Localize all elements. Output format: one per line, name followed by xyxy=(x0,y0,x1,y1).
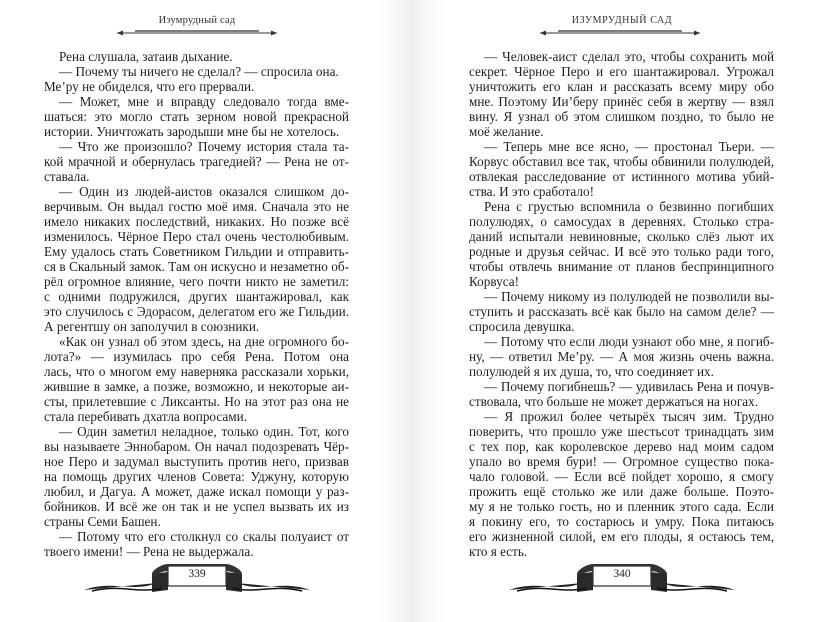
page-number-ribbon xyxy=(507,560,737,600)
text-line: поверить, что прошло уже шестьсот тринадцать зим xyxy=(469,424,774,439)
text-line: Рена слушала, затаив дыхание. xyxy=(59,49,233,64)
text-line: ставала. xyxy=(44,169,90,184)
text-line: Корвус обставил все так, чтобы обвинили полулюдей, xyxy=(469,154,774,169)
text-line: ступить и рассказать всё как было на самом деле? — xyxy=(469,304,774,319)
text-line: секрет. Чёрное Перо и его шантажировал. Угрожал xyxy=(469,64,774,79)
text-line: прожить ещё столько же или даже больше. Поэто- xyxy=(469,484,774,499)
text-line: — Почему погибнешь? — удивилась Рена и почув- xyxy=(484,379,774,394)
text-line: сты, прилетевшие с Ликсанты. Но на этот раз она не xyxy=(44,394,349,409)
ribbon-ornament xyxy=(82,560,312,600)
text-line: Корвуса! xyxy=(469,274,519,289)
text-line: любил, и Дагуа. А может, даже искал помощи у раз- xyxy=(44,484,349,499)
text-line: — Почему никому из полулюдей не позволили вы- xyxy=(484,289,774,304)
text-line: моё желание. xyxy=(469,124,544,139)
text-line: — Человек-аист сделал это, чтобы сохранить мой xyxy=(484,49,774,64)
text-line: я покину его, то состарюсь и умру. Пока питаюсь xyxy=(469,514,774,529)
text-line: отвлекая расследование от истинного мотива убий- xyxy=(469,169,774,184)
text-line: му я не только гость, но и пленник этого сада. Если xyxy=(469,499,774,514)
header-rule-ornament xyxy=(117,28,277,38)
text-line: кой мрачной и обернулась трагедией? — Рена не от- xyxy=(44,154,349,169)
text-line: родные и друзья сейчас. И всё это только ради того, xyxy=(469,244,774,259)
ribbon-ornament xyxy=(507,560,737,600)
text-line: чтобы отвлечь внимание от планов беспринципного xyxy=(469,259,774,274)
text-line: его жизненной силой, ем его плоды, я остаюсь тем, xyxy=(469,529,774,544)
text-line: вину. Я узнал об этом слишком поздно, то было не xyxy=(469,109,774,124)
text-line: твоего имени! — Рена не выдержала. xyxy=(44,544,254,559)
text-line: ствовала, что больше не может держаться на ногах. xyxy=(469,394,758,409)
text-line: с тех пор, как королевское дерево над моим садом xyxy=(469,439,774,454)
text-line: полулюдей я их душа, то, что соединяет их. xyxy=(469,364,714,379)
body-text xyxy=(469,49,774,559)
text-line: А регентшу он заполучил в союзники. xyxy=(44,319,260,334)
page-number-ribbon xyxy=(82,560,312,600)
text-line: — Потому что если люди узнают обо мне, я погиб- xyxy=(484,334,774,349)
text-line: — Один заметил неладное, только один. Тот, кого xyxy=(59,424,349,439)
text-line: — Один из людей-аистов оказался слишком до- xyxy=(59,184,349,199)
text-line: Ме’ру не обиделся, что его прервали. xyxy=(44,79,255,94)
text-line: бойников. И всё же он так и не успел вызвать их из xyxy=(44,499,349,514)
page-number: 339 xyxy=(188,568,206,580)
text-line: это случилось с Эдорасом, делегатом его же Гильдии. xyxy=(44,304,349,319)
text-line: — Потому что его столкнул со скалы полуаист от xyxy=(59,529,349,544)
text-line: Ему удалось стать Советником Гильдии и отправить- xyxy=(44,244,349,259)
page-number: 340 xyxy=(613,568,631,580)
text-line: имело никаких последствий, никаких. Но позже всё xyxy=(44,214,349,229)
running-head: ИЗУМРУДНЫЙ САД xyxy=(571,15,673,26)
text-line: — Почему ты ничего не сделал? — спросила она. xyxy=(59,64,339,79)
right-page xyxy=(410,0,820,622)
text-line: рёл огромное влияние, чего почти никто не заметил: xyxy=(44,274,349,289)
text-line: даний испытали невиновные, сколько слёз льют их xyxy=(469,229,774,244)
body-text xyxy=(44,49,349,559)
text-line: «Как он узнал об этом здесь, на дне огромного бо- xyxy=(59,334,349,349)
header-rule-ornament xyxy=(540,28,700,38)
text-line: — Теперь мне все ясно, — простонал Тьери. — xyxy=(484,139,774,154)
text-line: ну, — ответил Ме’ру. — А моя жизнь очень важна. xyxy=(469,349,774,364)
text-line: лась, что о многом ему наверняка рассказали хорьки, xyxy=(44,364,349,379)
text-line: с одними подружился, других шантажировал, как xyxy=(44,289,349,304)
text-line: — Может, мне и вправду следовало тогда вме- xyxy=(59,94,349,109)
text-line: уничтожить его клан и рассказать всему миру обо xyxy=(469,79,774,94)
text-line: — Что же произошло? Почему история стала та- xyxy=(59,139,349,154)
text-line: вы называете Эннобаром. Он начал подозревать Чёр- xyxy=(44,439,349,454)
text-line: мне. Поэтому Ии’беру принёс себя в жертву — взял xyxy=(469,94,774,109)
running-head: Изумрудный сад xyxy=(158,15,236,26)
text-line: страны Семи Башен. xyxy=(44,514,161,529)
text-line: истории. Уничтожать зародыши мне бы не хотелось. xyxy=(44,124,340,139)
text-line: кто я есть. xyxy=(469,544,528,559)
text-line: Рена с грустью вспомнила о безвинно погибших xyxy=(484,199,774,214)
text-line: изменилось. Чёрное Перо стал очень честолюбивым. xyxy=(44,229,349,244)
text-line: спросила девушка. xyxy=(469,319,575,334)
text-line: ства. И это сработало! xyxy=(469,184,594,199)
text-line: — Я прожил более четырёх тысяч зим. Трудно xyxy=(484,409,774,424)
text-line: жившие в замке, а позже, возможно, и некоторые аи- xyxy=(44,379,349,394)
text-line: стала перебивать дхатла вопросами. xyxy=(44,409,247,424)
text-line: упало во время бури! — Огромное существо пока- xyxy=(469,454,774,469)
text-line: чало головой. — Если всё пойдет хорошо, я смогу xyxy=(469,469,774,484)
text-line: ное Перо и задумал выступить против него, призвав xyxy=(44,454,349,469)
text-line: верчивым. Он выдал гостю моё имя. Сначала это не xyxy=(44,199,349,214)
text-line: ся в Скальный замок. Там он искусно и незаметно об- xyxy=(44,259,349,274)
text-line: лота?» — изумилась про себя Рена. Потом она xyxy=(44,349,349,364)
text-line: на помощь других членов Совета: Уджуну, которую xyxy=(44,469,349,484)
text-line: шаться: это могло стать зерном новой прекрасной xyxy=(44,109,349,124)
text-line: полулюдях, о самосудах в деревнях. Столько стра- xyxy=(469,214,774,229)
